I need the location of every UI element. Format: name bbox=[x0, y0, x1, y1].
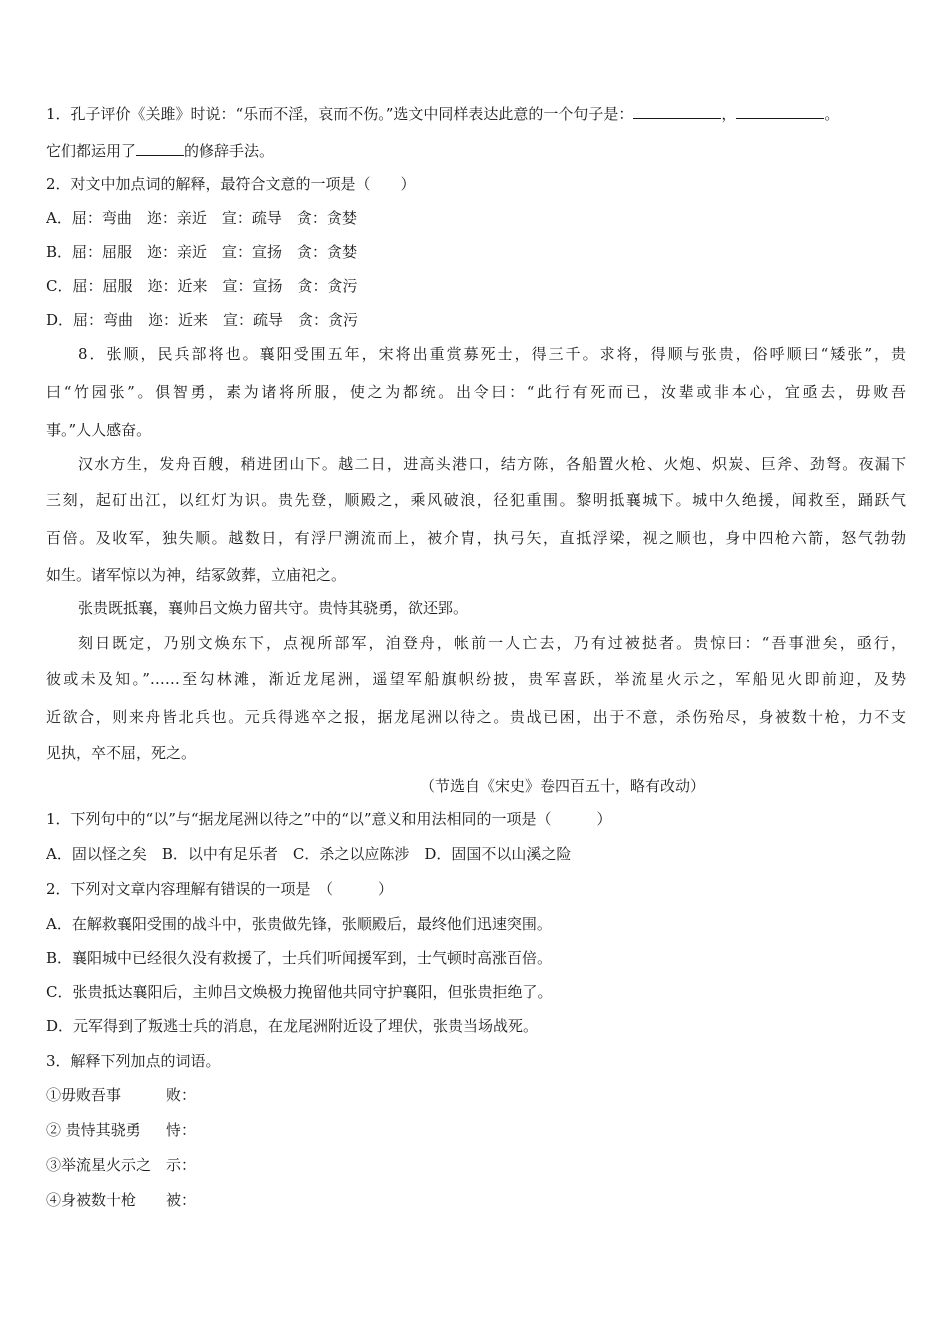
question-b2: 2．下列对文章内容理解有错误的一项是 （ ） bbox=[46, 880, 394, 898]
answer-blank[interactable] bbox=[736, 102, 824, 119]
passage-line: 汉水方生，发舟百艘，稍进团山下。越二日，进高头港口，结方陈，各船置火枪、火炮、炽炭、巨斧、劲弩。夜漏下 bbox=[78, 455, 906, 473]
option-b[interactable]: B．屈：屈服 迩：亲近 宣：宣扬 贪：贪婪 bbox=[46, 243, 358, 261]
vocab-item bbox=[46, 1119, 906, 1141]
passage-line: 张贵既抵襄，襄帅吕文焕力留共守。贵恃其骁勇，欲还郢。 bbox=[78, 599, 469, 617]
question-b1-options[interactable]: A．固以怪之矣 B．以中有足乐者 C．杀之以应陈涉 D．固国不以山溪之险 bbox=[46, 845, 572, 863]
passage-line: 见执，卒不屈，死之。 bbox=[46, 744, 197, 762]
question-1-line bbox=[46, 102, 906, 125]
passage-source: （节选自《宋史》卷四百五十，略有改动） bbox=[420, 777, 706, 795]
question-b1: 1．下列句中的“以”与“据龙尾洲以待之”中的“以”意义和用法相同的一项是（ ） bbox=[46, 810, 612, 828]
vocab-item bbox=[46, 1154, 906, 1176]
passage-line: 三刻，起矴出江，以红灯为识。贵先登，顺殿之，乘风破浪，径犯重围。黎明抵襄城下。城中久绝援，闻救至，踊跃气 bbox=[46, 491, 906, 509]
passage-line: 百倍。及收军，独失顺。越数日，有浮尸溯流而上，被介胄，执弓矢，直抵浮梁，视之顺也，身中四枪六箭，怒气勃勃 bbox=[46, 529, 906, 547]
passage-line: 8．张顺，民兵部将也。襄阳受围五年，宋将出重赏募死士，得三千。求将，得顺与张贵，俗呼顺曰“矮张”，贵 bbox=[78, 345, 906, 363]
vocab-word[interactable]: 被： bbox=[166, 1191, 197, 1209]
option-a[interactable]: A．屈：弯曲 迩：亲近 宣：疏导 贪：贪婪 bbox=[46, 209, 357, 227]
q1-comma: ， bbox=[721, 105, 737, 123]
question-1-line-2 bbox=[46, 139, 906, 162]
q1-text-3: 的修辞手法。 bbox=[184, 142, 275, 160]
q1-text-2: 它们都运用了 bbox=[46, 142, 137, 160]
passage-line: 如生。诸军惊以为神，结冢敛葬，立庙祀之。 bbox=[46, 566, 347, 584]
passage-line: 近欲合，则来舟皆北兵也。元兵得逃卒之报，据龙尾洲以待之。贵战已困，出于不意，杀伤殆尽，身被数十枪，力不支 bbox=[46, 708, 906, 726]
option-d[interactable]: D．屈：弯曲 迩：近来 宣：疏导 贪：贪污 bbox=[46, 311, 359, 329]
vocab-phrase: ③举流星火示之 bbox=[46, 1156, 152, 1174]
vocab-phrase: ④身被数十枪 bbox=[46, 1191, 137, 1209]
vocab-word[interactable]: 恃： bbox=[166, 1121, 197, 1139]
answer-blank[interactable] bbox=[633, 102, 721, 119]
passage-line: 彼或未及知。”……至勾林滩，渐近龙尾洲，遥望军船旗帜纷披，贵军喜跃，举流星火示之，军船见火即前迎，及势 bbox=[46, 670, 906, 688]
option-d[interactable]: D．元军得到了叛逃士兵的消息，在龙尾洲附近设了埋伏，张贵当场战死。 bbox=[46, 1017, 539, 1035]
q1-text: 1．孔子评价《关雎》时说：“乐而不淫，哀而不伤。”选文中同样表达此意的一个句子是： bbox=[46, 105, 634, 123]
vocab-word[interactable]: 示： bbox=[166, 1156, 197, 1174]
question-2: 2．对文中加点词的解释，最符合文意的一项是（ ） bbox=[46, 175, 416, 193]
answer-blank[interactable] bbox=[136, 139, 184, 156]
vocab-item bbox=[46, 1084, 906, 1106]
vocab-item bbox=[46, 1189, 906, 1211]
vocab-word[interactable]: 败： bbox=[166, 1086, 197, 1104]
vocab-phrase: ② 贵恃其骁勇 bbox=[46, 1121, 141, 1139]
q1-period: 。 bbox=[824, 105, 840, 123]
passage-line: 曰“竹园张”。俱智勇，素为诸将所服，使之为都统。出令曰：“此行有死而已，汝辈或非本心，宜亟去，毋败吾 bbox=[46, 383, 906, 401]
option-b[interactable]: B．襄阳城中已经很久没有救援了，士兵们听闻援军到，士气顿时高涨百倍。 bbox=[46, 949, 553, 967]
passage-line: 事。”人人感奋。 bbox=[46, 421, 152, 439]
option-a[interactable]: A．在解救襄阳受围的战斗中，张贵做先锋，张顺殿后，最终他们迅速突围。 bbox=[46, 915, 552, 933]
vocab-phrase: ①毋败吾事 bbox=[46, 1086, 122, 1104]
option-c[interactable]: C．张贵抵达襄阳后，主帅吕文焕极力挽留他共同守护襄阳，但张贵拒绝了。 bbox=[46, 983, 553, 1001]
question-b3: 3．解释下列加点的词语。 bbox=[46, 1052, 221, 1070]
passage-line: 刻日既定，乃别文焕东下，点视所部军，洎登舟，帐前一人亡去，乃有过被挞者。贵惊曰：“吾事泄矣，亟行， bbox=[78, 634, 906, 652]
option-c[interactable]: C．屈：屈服 迩：近来 宣：宣扬 贪：贪污 bbox=[46, 277, 358, 295]
